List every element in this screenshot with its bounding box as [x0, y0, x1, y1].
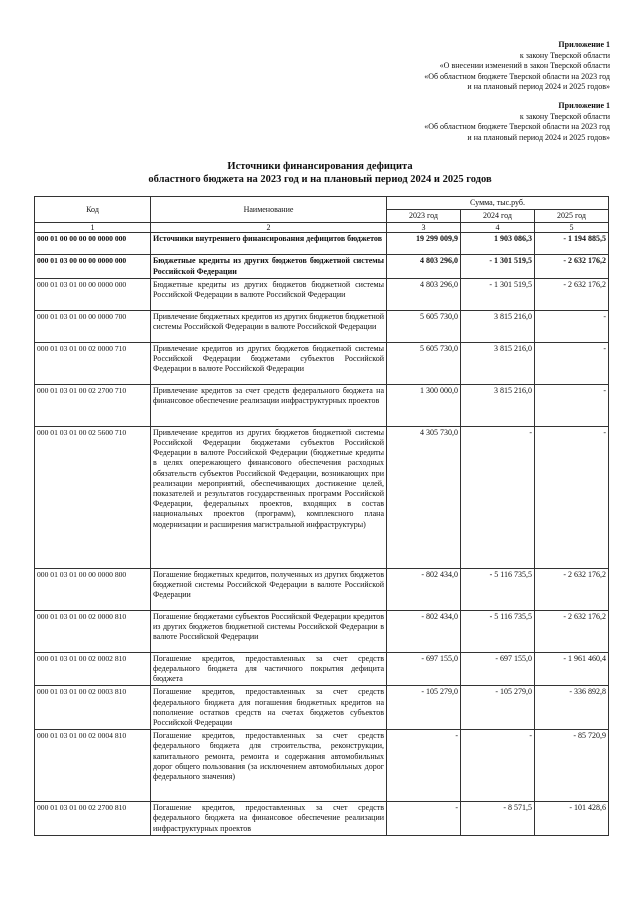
row-code: 000 01 03 01 00 02 0003 810 — [35, 686, 151, 730]
row-value-2023: - 802 434,0 — [387, 568, 461, 610]
table-row — [35, 568, 609, 610]
row-value-2025: - 85 720,9 — [535, 730, 609, 802]
table-row — [35, 686, 609, 730]
row-value-2023: - — [387, 730, 461, 802]
header-name: Наименование — [151, 197, 387, 223]
col-number: 1 — [35, 223, 151, 233]
row-value-2023: 5 605 730,0 — [387, 310, 461, 342]
financing-sources-table — [34, 196, 609, 836]
table-row — [35, 310, 609, 342]
title-line-2: областного бюджета на 2023 год и на плановый период 2024 и 2025 годов — [148, 174, 492, 185]
appendix-line: и на плановый период 2024 и 2025 годов» — [467, 82, 610, 92]
row-value-2024: - 1 301 519,5 — [461, 255, 535, 278]
table-row — [35, 255, 609, 278]
col-number: 5 — [535, 223, 609, 233]
row-code: 000 01 03 01 00 00 0000 800 — [35, 568, 151, 610]
row-value-2023: 1 300 000,0 — [387, 384, 461, 426]
row-code: 000 01 03 01 00 02 0000 810 — [35, 610, 151, 652]
row-value-2024: 1 903 086,3 — [461, 233, 535, 255]
col-number: 4 — [461, 223, 535, 233]
row-name: Бюджетные кредиты из других бюджетов бюджетной системы Российской Федерации — [151, 255, 387, 278]
row-value-2024: 3 815 216,0 — [461, 342, 535, 384]
table-row — [35, 610, 609, 652]
row-value-2023: 4 803 296,0 — [387, 278, 461, 310]
table-row — [35, 802, 609, 836]
row-value-2025: - 1 194 885,5 — [535, 233, 609, 255]
row-value-2023: 19 299 009,9 — [387, 233, 461, 255]
row-value-2025: - 2 632 176,2 — [535, 255, 609, 278]
row-value-2024: - 697 155,0 — [461, 652, 535, 686]
row-value-2024: - 5 116 735,5 — [461, 610, 535, 652]
row-name: Погашение кредитов, предоставленных за счет средств федерального бюджета на финансовое обеспечение реализации инфраструктурных проектов — [151, 802, 387, 836]
row-value-2025: - 1 961 460,4 — [535, 652, 609, 686]
row-value-2023: 4 803 296,0 — [387, 255, 461, 278]
header-2025: 2025 год — [535, 210, 609, 223]
header-2023: 2023 год — [387, 210, 461, 223]
appendix-label: Приложение 1 — [558, 40, 610, 49]
table-row — [35, 233, 609, 255]
row-value-2023: 5 605 730,0 — [387, 342, 461, 384]
table-row — [35, 278, 609, 310]
row-name: Погашение бюджетами субъектов Российской Федерации кредитов из других бюджетов бюджетной системы Российской Федерации в валюте Российской Федерации — [151, 610, 387, 652]
appendix-line: «Об областном бюджете Тверской области на 2023 год — [424, 122, 610, 132]
row-code: 000 01 03 01 00 02 2700 710 — [35, 384, 151, 426]
appendix-line: «Об областном бюджете Тверской области на 2023 год — [424, 71, 610, 81]
row-value-2025: - — [535, 426, 609, 568]
appendix-line: к закону Тверской области — [519, 111, 610, 121]
row-value-2024: - 105 279,0 — [461, 686, 535, 730]
table-row — [35, 730, 609, 802]
row-value-2024: - 1 301 519,5 — [461, 278, 535, 310]
row-value-2025: - — [535, 342, 609, 384]
row-value-2023: 4 305 730,0 — [387, 426, 461, 568]
header-2024: 2024 год — [461, 210, 535, 223]
row-name: Погашение бюджетных кредитов, полученных из других бюджетов бюджетной системы Российской Федерации в валюте Российской Федерации — [151, 568, 387, 610]
row-name: Привлечение бюджетных кредитов из других бюджетов бюджетной системы Российской Федерации в валюте Российской Федерации — [151, 310, 387, 342]
title-line-1: Источники финансирования дефицита — [227, 161, 413, 172]
appendix-line: к закону Тверской области — [519, 50, 610, 60]
row-value-2025: - 2 632 176,2 — [535, 568, 609, 610]
row-name: Привлечение кредитов из других бюджетов бюджетной системы Российской Федерации бюджетами субъектов Российской Федерации в валюте Российской Федерации — [151, 342, 387, 384]
row-value-2025: - 2 632 176,2 — [535, 278, 609, 310]
table-body — [35, 233, 609, 835]
row-value-2024: 3 815 216,0 — [461, 310, 535, 342]
row-value-2023: - — [387, 802, 461, 836]
row-name: Привлечение кредитов из других бюджетов бюджетной системы Российской Федерации бюджетами субъектов Российской Федерации в валюте Российской Федерации (бюджетные кредиты в целях опережающего финансового обеспечения расходных обязательств субъектов Российской Федерации, возникающих при реализации мероприятий, обеспечивающих достижение целей, показателей и результатов государственных программ Российской Федерации, федеральных проектов, входящих в состав национальных проектов (программ), комплексного плана модернизации и расширения магистральной инфраструктуры) — [151, 426, 387, 568]
row-code: 000 01 03 01 00 02 0004 810 — [35, 730, 151, 802]
table-row — [35, 652, 609, 686]
row-code: 000 01 03 01 00 00 0000 700 — [35, 310, 151, 342]
row-code: 000 01 03 01 00 02 2700 810 — [35, 802, 151, 836]
row-value-2025: - 2 632 176,2 — [535, 610, 609, 652]
row-code: 000 01 00 00 00 00 0000 000 — [35, 233, 151, 255]
table-row — [35, 426, 609, 568]
row-name: Погашение кредитов, предоставленных за счет средств федерального бюджета для строительства, реконструкции, капитального ремонта, ремонта и содержания автомобильных дорог общего пользования (за исключением автомобильных дорог федерального значения) — [151, 730, 387, 802]
row-value-2023: - 105 279,0 — [387, 686, 461, 730]
row-code: 000 01 03 00 00 00 0000 000 — [35, 255, 151, 278]
header-sum: Сумма, тыс.руб. — [387, 197, 609, 210]
row-name: Бюджетные кредиты из других бюджетов бюджетной системы Российской Федерации в валюте Российской Федерации — [151, 278, 387, 310]
row-value-2025: - 101 428,6 — [535, 802, 609, 836]
row-code: 000 01 03 01 00 00 0000 000 — [35, 278, 151, 310]
col-number: 2 — [151, 223, 387, 233]
row-value-2024: - — [461, 426, 535, 568]
row-name: Привлечение кредитов за счет средств федерального бюджета на финансовое обеспечение реализации инфраструктурных проектов — [151, 384, 387, 426]
row-code: 000 01 03 01 00 02 0000 710 — [35, 342, 151, 384]
col-number: 3 — [387, 223, 461, 233]
appendix-label: Приложение 1 — [558, 101, 610, 110]
row-value-2025: - — [535, 310, 609, 342]
row-value-2024: - 8 571,5 — [461, 802, 535, 836]
row-value-2024: - — [461, 730, 535, 802]
appendix-header-2 — [424, 101, 610, 143]
appendix-line: и на плановый период 2024 и 2025 годов» — [467, 132, 610, 142]
row-name: Погашение кредитов, предоставленных за счет средств федерального бюджета для частичного покрытия дефицита бюджета — [151, 652, 387, 686]
row-code: 000 01 03 01 00 02 0002 810 — [35, 652, 151, 686]
row-value-2025: - 336 892,8 — [535, 686, 609, 730]
row-value-2023: - 697 155,0 — [387, 652, 461, 686]
row-name: Источники внутреннего финансирования дефицитов бюджетов — [151, 233, 387, 255]
row-value-2024: - 5 116 735,5 — [461, 568, 535, 610]
row-value-2023: - 802 434,0 — [387, 610, 461, 652]
appendix-line: «О внесении изменений в закон Тверской области — [439, 61, 610, 71]
header-code: Код — [35, 197, 151, 223]
table-row — [35, 342, 609, 384]
row-name: Погашение кредитов, предоставленных за счет средств федерального бюджета для погашения бюджетных кредитов на пополнение остатков средств на счетах бюджетов субъектов Российской Федерации — [151, 686, 387, 730]
row-value-2025: - — [535, 384, 609, 426]
appendix-header-1 — [424, 40, 610, 93]
document-title — [0, 160, 640, 186]
row-value-2024: 3 815 216,0 — [461, 384, 535, 426]
row-code: 000 01 03 01 00 02 5600 710 — [35, 426, 151, 568]
table-row — [35, 384, 609, 426]
